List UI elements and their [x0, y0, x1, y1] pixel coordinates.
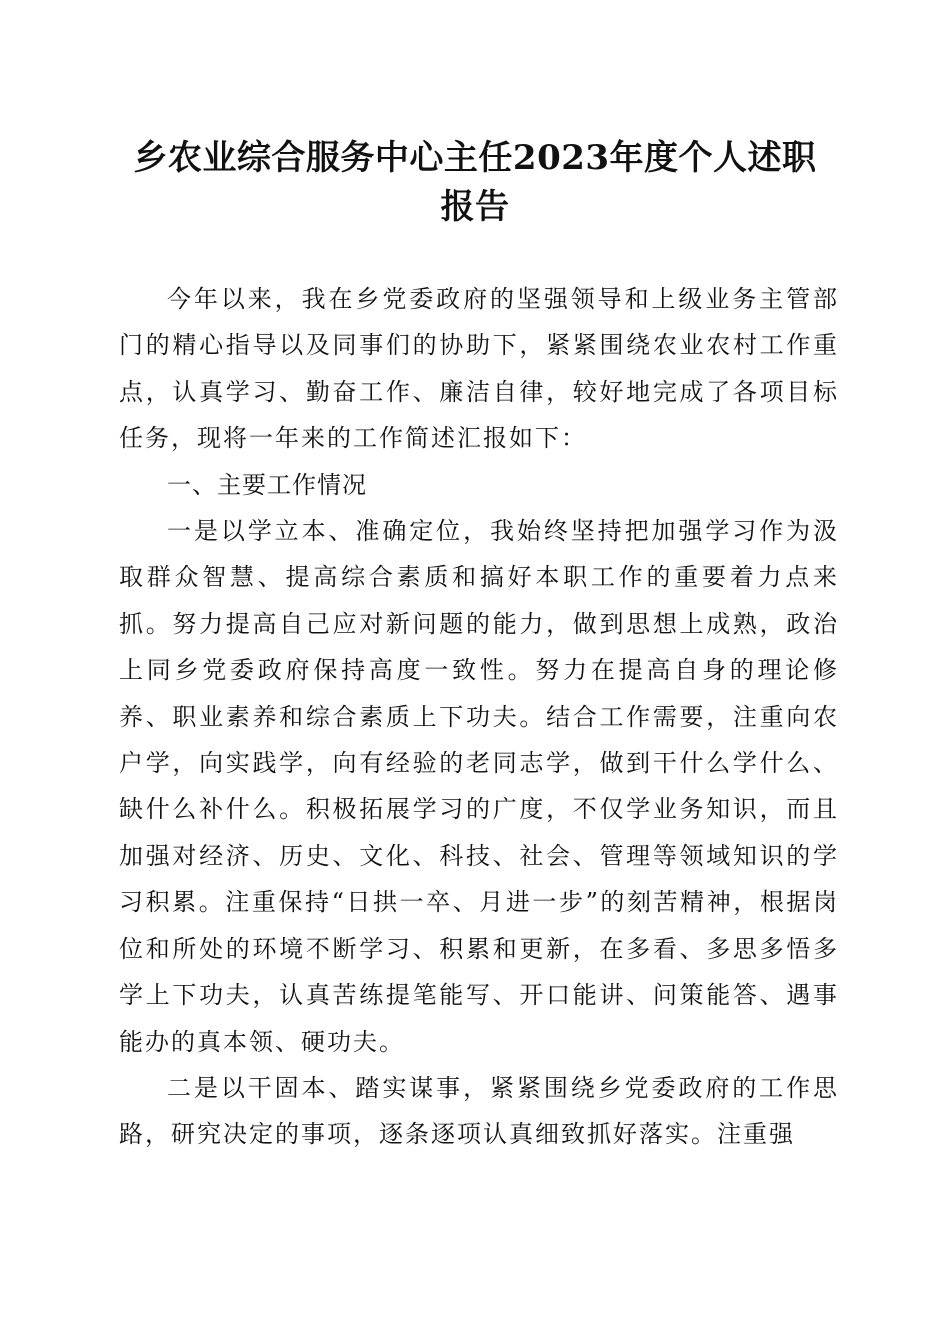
title-line-2: 报告 — [440, 187, 510, 227]
document-body — [119, 276, 839, 1158]
paragraph-study: 一是以学立本、准确定位，我始终坚持把加强学习作为汲取群众智慧、提高综合素质和搞好本职工作的重要着力点来抓。努力提高自己应对新问题的能力，做到思想上成熟，政治上同乡党委政府保持高度一致性。努力在提高自身的理论修养、职业素养和综合素质上下功夫。结合工作需要，注重向农户学，向实践学，向有经验的老同志学，做到干什么学什么、缺什么补什么。积极拓展学习的广度，不仅学业务知识，而且加强对经济、历史、文化、科技、社会、管理等领域知识的学习积累。注重保持“日拱一卒、月进一步”的刻苦精神，根据岗位和所处的环境不断学习、积累和更新，在多看、多思多悟多学上下功夫，认真苦练提笔能写、开口能讲、问策能答、遇事能办的真本领、硬功夫。 — [119, 517, 839, 1056]
title-line-1: 乡农业综合服务中心主任2023年度个人述职 — [133, 138, 817, 178]
document-title — [100, 134, 850, 232]
intro-paragraph: 今年以来，我在乡党委政府的坚强领导和上级业务主管部门的精心指导以及同事们的协助下，紧紧围绕农业农村工作重点，认真学习、勤奋工作、廉洁自律，较好地完成了各项目标任务，现将一年来的工作简述汇报如下： — [119, 285, 839, 453]
section-heading-main-work: 一、主要工作情况 — [167, 470, 367, 499]
paragraph-work: 二是以干固本、踏实谋事，紧紧围绕乡党委政府的工作思路，研究决定的事项，逐条逐项认真细致抓好落实。注重强 — [119, 1073, 839, 1149]
